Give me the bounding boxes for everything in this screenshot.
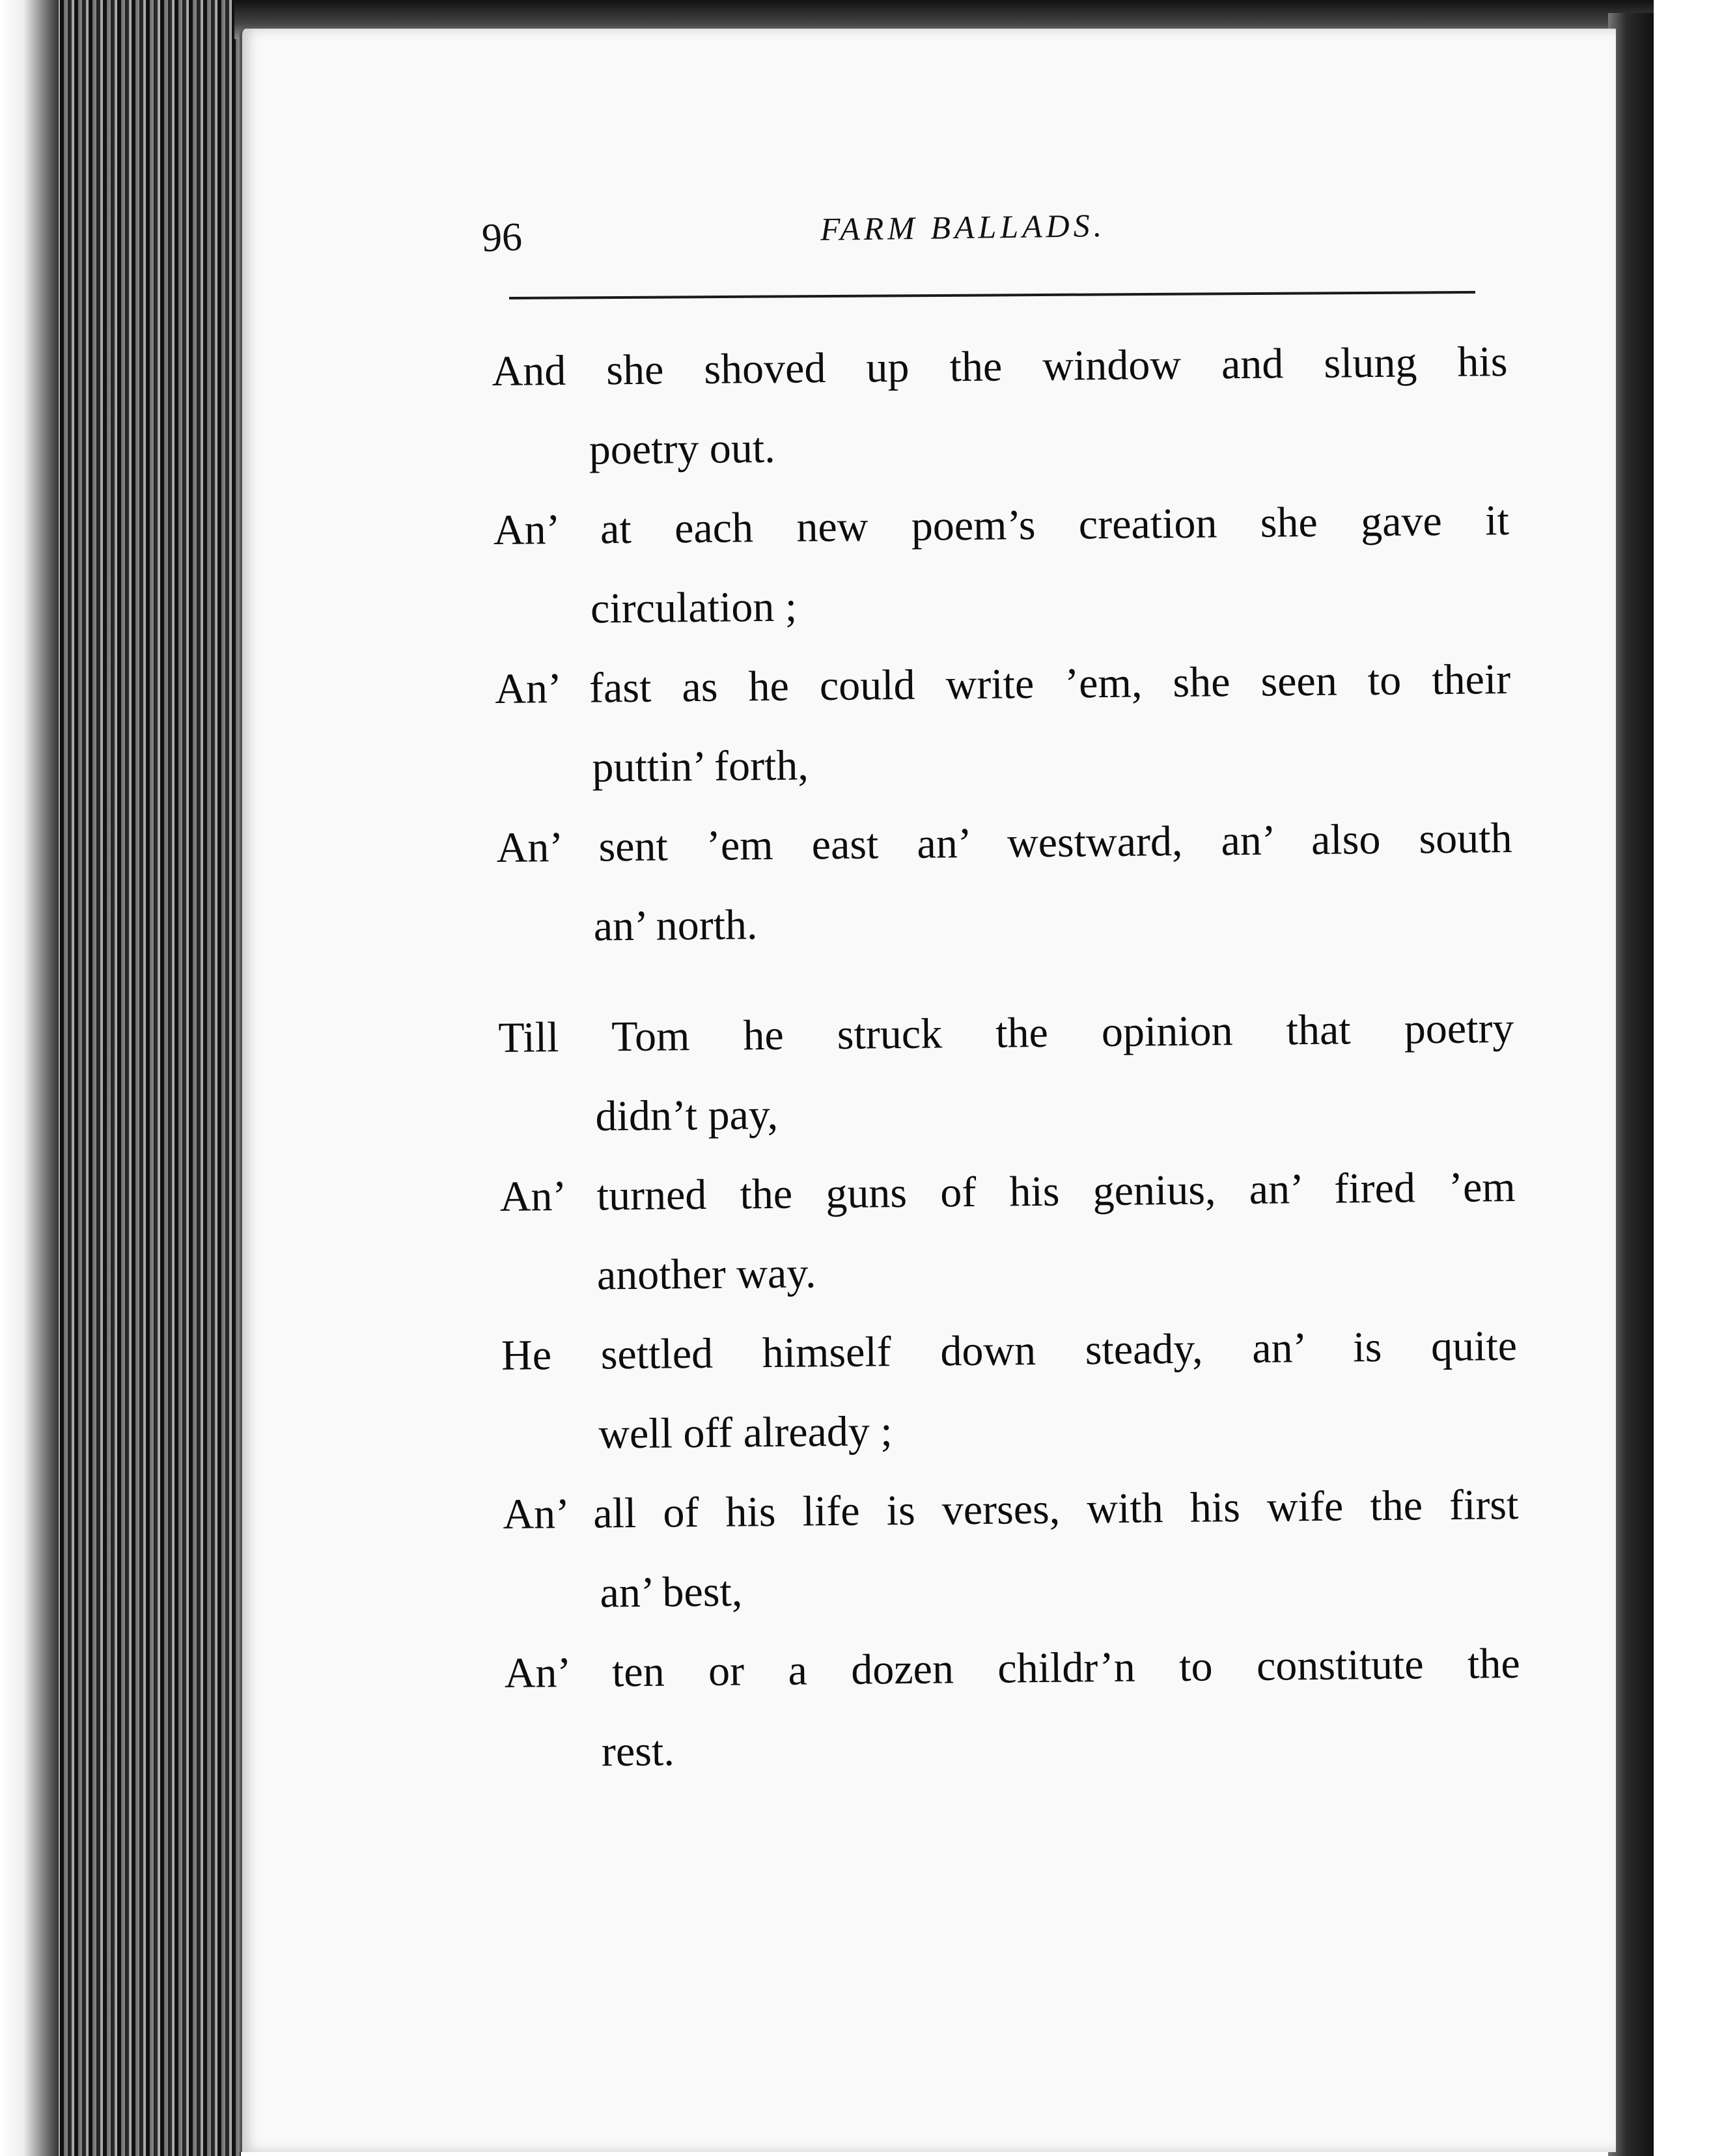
page-number: 96 (480, 214, 523, 261)
right-scan-margin (1654, 0, 1724, 2156)
stanza-2 (498, 989, 1522, 1793)
verse-line-continuation: an’ north. (593, 901, 758, 950)
verse-line (499, 1148, 1516, 1316)
verse-line (495, 640, 1512, 808)
verse-line-continuation: poetry out. (589, 424, 776, 474)
book-title: FARM BALLADS. (820, 206, 1106, 248)
verse-line-text: An’ sent ’em east an’ westward, an’ also south (496, 814, 1512, 872)
verse-line-continuation: puttin’ forth, (592, 741, 809, 792)
verse-line (498, 989, 1515, 1157)
running-head (482, 195, 1484, 260)
verse-line-text: An’ at each new poem’s creation she gave it (493, 497, 1510, 554)
verse-line (504, 1624, 1521, 1793)
verse-line-continuation: another way. (596, 1249, 816, 1299)
stanza-1 (492, 322, 1513, 967)
verse-line-text: He settled himself down steady, an’ is quite (501, 1321, 1518, 1379)
verse-line-continuation: well off already ; (598, 1407, 893, 1458)
verse-line-text: An’ all of his life is verses, with his wife the first (503, 1480, 1519, 1538)
verse-line (492, 322, 1508, 491)
verse-line-continuation: circulation ; (590, 583, 798, 633)
verse-line-text: An’ turned the guns of his genius, an’ fired ’em (499, 1163, 1516, 1221)
verse-line (493, 481, 1510, 650)
verse-line (501, 1306, 1518, 1475)
verse-line-continuation: an’ best, (600, 1568, 743, 1617)
verse-line-continuation: rest. (601, 1727, 675, 1776)
verse-line-text: Till Tom he struck the opinion that poetry (498, 1004, 1514, 1062)
poem-text (492, 322, 1521, 1793)
left-scan-margin (0, 0, 59, 2156)
verse-line-continuation: didn’t pay, (595, 1090, 779, 1140)
verse-line (503, 1465, 1520, 1634)
verse-line-text: An’ ten or a dozen childr’n to constitute the (504, 1639, 1521, 1697)
page-edges (46, 0, 241, 2156)
verse-line (496, 799, 1513, 967)
verse-line-text: And she shoved up the window and slung his (492, 338, 1508, 395)
verse-line-text: An’ fast as he could write ’em, she seen to their (494, 656, 1511, 713)
